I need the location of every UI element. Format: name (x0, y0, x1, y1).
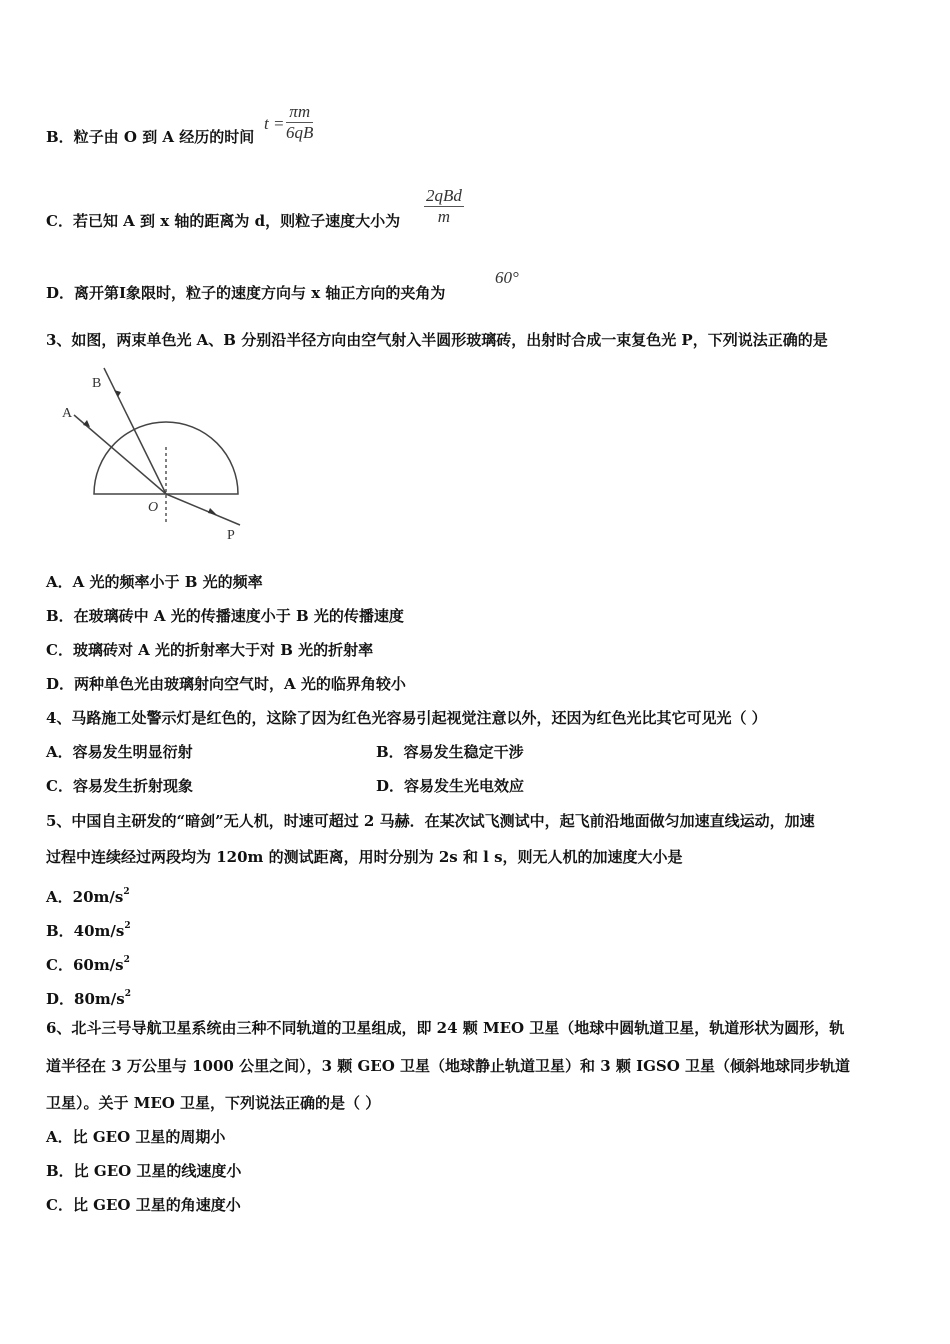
q2-option-b-numerator: πm (286, 102, 313, 123)
q3-option-c: C．玻璃砖对 A 光的折射率大于对 B 光的折射率 (46, 641, 374, 659)
q5-option-c-text: C．60m/s (46, 956, 124, 974)
q6-option-c: C．比 GEO 卫星的角速度小 (46, 1196, 241, 1214)
q3-option-d: D．两种单色光由玻璃射向空气时，A 光的临界角较小 (46, 675, 406, 693)
label-b: B (92, 376, 102, 391)
ray-p-arrow (208, 508, 217, 515)
q3-option-b: B．在玻璃砖中 A 光的传播速度小于 B 光的传播速度 (46, 607, 404, 625)
ray-p (166, 494, 240, 525)
label-p: P (227, 528, 235, 543)
q2-option-b-fraction (286, 102, 313, 143)
q4-stem: 4、马路施工处警示灯是红色的，这除了因为红色光容易引起视觉注意以外，还因为红色光比其它可见光（ ） (46, 709, 767, 727)
ray-b-arrow (114, 390, 121, 397)
ray-a (74, 415, 166, 494)
q6-stem-line3: 卫星）。关于 MEO 卫星，下列说法正确的是（ ） (46, 1094, 381, 1112)
q5-option-b-exp: 2 (124, 921, 131, 931)
q5-stem-line2: 过程中连续经过两段均为 120m 的测试距离，用时分别为 2s 和 l s，则无人机的加速度大小是 (46, 848, 683, 866)
q6-option-a: A．比 GEO 卫星的周期小 (46, 1128, 226, 1146)
q4-option-b: B．容易发生稳定干涉 (376, 743, 524, 761)
q3-stem: 3、如图，两束单色光 A、B 分别沿半径方向由空气射入半圆形玻璃砖，出射时合成一束复色光 P，下列说法正确的是 (46, 331, 828, 349)
q2-option-d-angle: 60° (495, 268, 519, 287)
q2-option-d: D．离开第Ⅰ象限时，粒子的速度方向与 x 轴正方向的夹角为 (46, 284, 446, 302)
q2-option-c: C．若已知 A 到 x 轴的距离为 d，则粒子速度大小为 (46, 212, 401, 230)
q5-option-c (46, 950, 130, 975)
q5-option-c-exp: 2 (123, 955, 130, 965)
q5-option-a-text: A．20m/s (46, 888, 124, 906)
q2-option-b-denominator: 6qB (286, 123, 314, 142)
q5-option-b (46, 916, 131, 941)
q5-option-d-text: D．80m/s (46, 990, 125, 1008)
q5-option-a-exp: 2 (123, 887, 130, 897)
q3-option-a: A．A 光的频率小于 B 光的频率 (46, 573, 263, 591)
q2-option-c-numerator: 2qBd (426, 186, 462, 205)
q2-option-b: B．粒子由 O 到 A 经历的时间 (46, 128, 255, 146)
q6-stem-line2: 道半径在 3 万公里与 1000 公里之间），3 颗 GEO 卫星（地球静止轨道卫星）和 3 颗 IGSO 卫星（倾斜地球同步轨道 (46, 1057, 851, 1075)
label-a: A (62, 406, 73, 421)
q6-option-b: B．比 GEO 卫星的线速度小 (46, 1162, 242, 1180)
q5-option-d (46, 984, 131, 1009)
q2-option-b-t: t = (264, 114, 285, 133)
q3-optics-diagram (50, 365, 250, 545)
q4-option-d: D．容易发生光电效应 (376, 777, 525, 795)
q6-stem-line1: 6、北斗三号导航卫星系统由三种不同轨道的卫星组成，即 24 颗 MEO 卫星（地球中圆轨道卫星，轨道形状为圆形，轨 (46, 1019, 845, 1037)
q2-option-c-denominator: m (437, 207, 451, 226)
q2-option-c-fraction (424, 186, 464, 227)
label-o: O (148, 500, 159, 515)
ray-b (104, 368, 166, 494)
q5-option-b-text: B．40m/s (46, 922, 125, 940)
q5-stem-line1: 5、中国自主研发的“暗剑”无人机，时速可超过 2 马赫．在某次试飞测试中，起飞前沿地面做匀加速直线运动，加速 (46, 812, 815, 830)
q5-option-d-exp: 2 (124, 989, 131, 999)
q4-option-a: A．容易发生明显衍射 (46, 743, 193, 761)
q5-option-a (46, 882, 130, 907)
q4-option-c: C．容易发生折射现象 (46, 777, 193, 795)
